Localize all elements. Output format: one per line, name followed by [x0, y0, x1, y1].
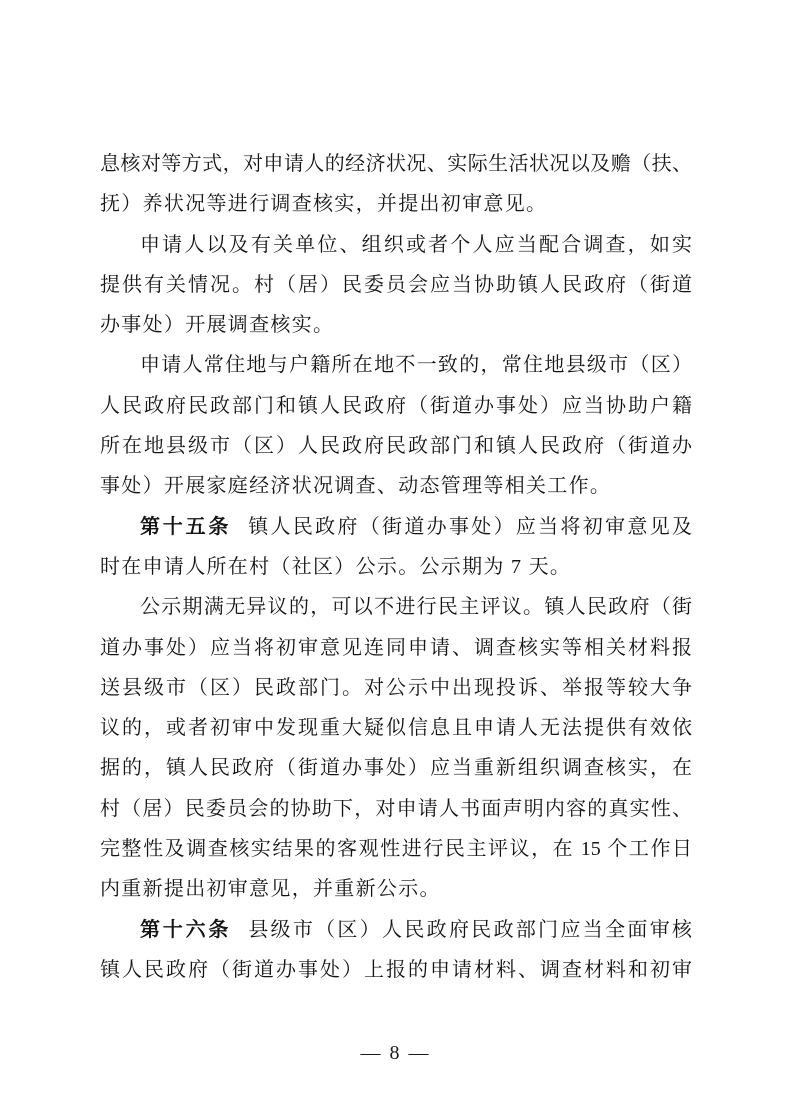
document-body [100, 144, 692, 990]
page-number: — 8 — [360, 1042, 431, 1064]
text-line: 办事处）开展调查核实。 [100, 314, 335, 337]
text-line: 村（居）民委员会的协助下，对申请人书面声明内容的真实性、 [100, 797, 692, 820]
text-line: 事处）开展家庭经济状况调查、动态管理等相关工作。 [100, 475, 612, 498]
text-line [100, 507, 692, 547]
article-number: 第十五条 [140, 515, 232, 538]
text-line: 抚）养状况等进行调查核实，并提出初审意见。 [100, 193, 548, 216]
text-line: 送县级市（区）民政部门。对公示中出现投诉、举报等较大争 [100, 676, 692, 699]
text-line: 人民政府民政部门和镇人民政府（街道办事处）应当协助户籍 [100, 394, 692, 417]
text-line: 申请人以及有关单位、组织或者个人应当配合调查，如实 [140, 233, 692, 256]
article-text: 镇人民政府（街道办事处）应当将初审意见及 [248, 515, 693, 538]
article-text: 县级市（区）人民政府民政部门应当全面审核 [248, 918, 693, 941]
text-line: 申请人常住地与户籍所在地不一致的，常住地县级市（区） [140, 354, 692, 377]
text-line: 息核对等方式，对申请人的经济状况、实际生活状况以及赡（扶、 [100, 153, 692, 175]
text-line: 据的，镇人民政府（街道办事处）应当重新组织调查核实，在 [100, 757, 692, 780]
text-line: 道办事处）应当将初审意见连同申请、调查核实等相关材料报 [100, 636, 692, 659]
text-line [100, 910, 692, 950]
text-line: 完整性及调查核实结果的客观性进行民主评议，在 15 个工作日 [100, 838, 692, 861]
text-line: 时在申请人所在村（社区）公示。公示期为 7 天。 [100, 555, 572, 578]
text-line: 提供有关情况。村（居）民委员会应当协助镇人民政府（街道 [100, 273, 692, 296]
text-line: 公示期满无异议的，可以不进行民主评议。镇人民政府（街 [140, 596, 692, 619]
text-line: 镇人民政府（街道办事处）上报的申请材料、调查材料和初审 [100, 958, 692, 981]
text-line: 议的，或者初审中发现重大疑似信息且申请人无法提供有效依 [100, 717, 692, 740]
text-line: 所在地县级市（区）人民政府民政部门和镇人民政府（街道办 [100, 435, 692, 458]
page-footer [0, 1040, 791, 1066]
text-line: 内重新提出初审意见，并重新公示。 [100, 878, 441, 901]
article-number: 第十六条 [140, 918, 232, 941]
